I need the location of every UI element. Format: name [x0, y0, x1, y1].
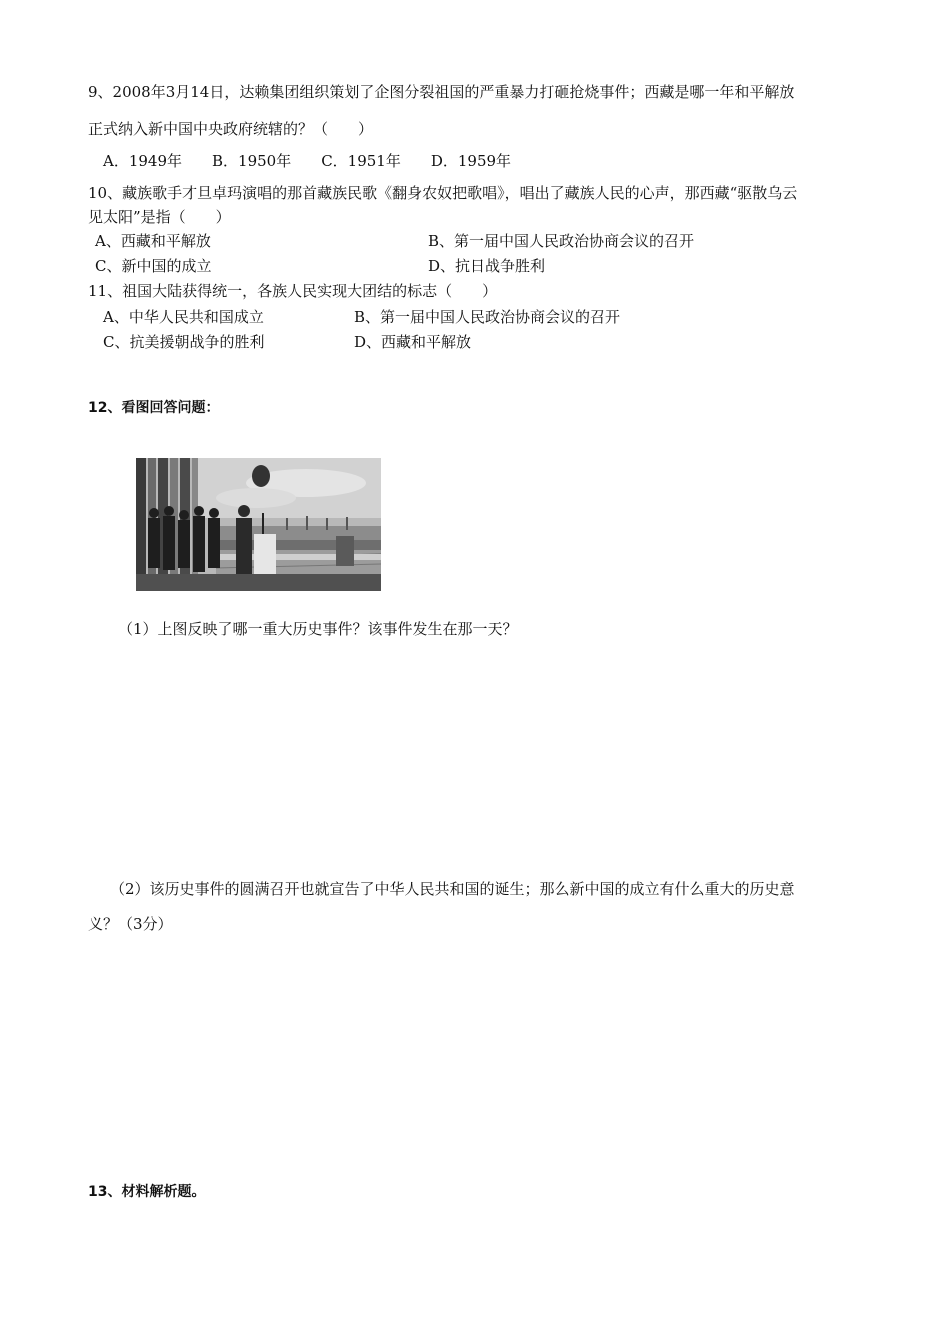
q12-subquestion-2-line2: 义？（3分）: [88, 915, 173, 933]
q12-subquestion-2-line1: （2）该历史事件的圆满召开也就宣告了中华人民共和国的诞生；那么新中国的成立有什么重大的历史意: [110, 880, 795, 898]
q11-option-c: C、抗美援朝战争的胜利: [103, 333, 265, 351]
q11-option-b: B、第一届中国人民政治协商会议的召开: [354, 308, 621, 326]
q10-option-b: B、第一届中国人民政治协商会议的召开: [428, 232, 695, 250]
q12-subquestion-1: （1）上图反映了哪一重大历史事件？该事件发生在那一天？: [118, 620, 518, 638]
q9-stem-line2: 正式纳入新中国中央政府统辖的？（ ）: [88, 120, 374, 138]
q10-option-c: C、新中国的成立: [95, 257, 212, 275]
q13-title: 13、材料解析题。: [88, 1184, 206, 1200]
q11-option-d: D、西藏和平解放: [354, 333, 472, 351]
q9-options: A．1949年 B．1950年 C．1951年 D．1959年: [103, 152, 512, 170]
q10-stem-line1: 10、藏族歌手才旦卓玛演唱的那首藏族民歌《翻身农奴把歌唱》，唱出了藏族人民的心声，那西藏“驱散乌云: [88, 184, 798, 202]
q12-title: 12、看图回答问题：: [88, 400, 220, 416]
q10-option-d: D、抗日战争胜利: [428, 257, 546, 275]
q11-option-a: A、中华人民共和国成立: [103, 308, 264, 326]
q11-stem: 11、祖国大陆获得统一，各族人民实现大团结的标志（ ）: [88, 282, 498, 300]
founding-ceremony-photo: [136, 458, 381, 591]
q10-option-a: A、西藏和平解放: [95, 232, 211, 250]
q9-stem-line1: 9、2008年3月14日，达赖集团组织策划了企图分裂祖国的严重暴力打砸抢烧事件；西藏是哪一年和平解放: [88, 83, 795, 101]
q10-stem-line2: 见太阳”是指（ ）: [88, 208, 231, 226]
